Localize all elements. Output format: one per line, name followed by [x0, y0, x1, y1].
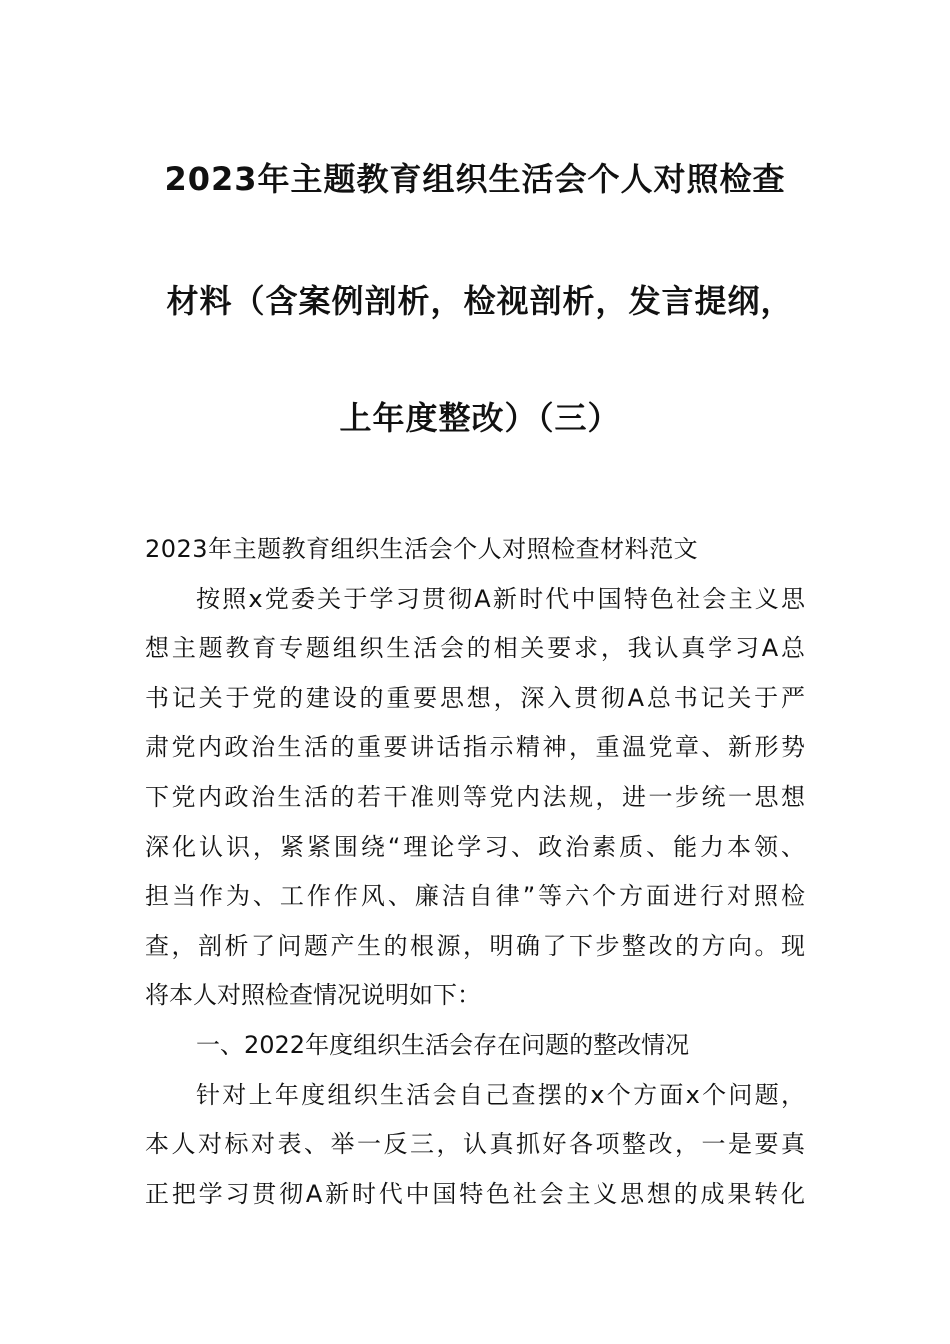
paragraph-1-line: 将本人对照检查情况说明如下：: [145, 981, 481, 1009]
paragraph-1-line: 书记关于党的建设的重要思想，深入贯彻A总书记关于严: [145, 684, 805, 712]
document-title-line-3: 上年度整改）（三）: [339, 399, 621, 437]
paragraph-1-line: 查，剖析了问题产生的根源，明确了下步整改的方向。现: [145, 932, 805, 960]
paragraph-1-line: 担当作为、工作作风、廉洁自律”等六个方面进行对照检: [145, 882, 805, 910]
paragraph-1-line: 按照x党委关于学习贯彻A新时代中国特色社会主义思: [196, 585, 805, 613]
paragraph-2-line: 正把学习贯彻A新时代中国特色社会主义思想的成果转化: [145, 1180, 805, 1208]
paragraph-2-line: 本人对标对表、举一反三，认真抓好各项整改，一是要真: [145, 1130, 805, 1158]
section-1-heading: 一、2022年度组织生活会存在问题的整改情况: [196, 1031, 690, 1059]
paragraph-1-line: 肃党内政治生活的重要讲话指示精神，重温党章、新形势: [145, 733, 805, 761]
document-subtitle: 2023年主题教育组织生活会个人对照检查材料范文: [145, 535, 699, 563]
paragraph-1-line: 想主题教育专题组织生活会的相关要求，我认真学习A总: [145, 634, 805, 662]
document-title-line-1: 2023年主题教育组织生活会个人对照检查: [164, 160, 786, 198]
document-title-line-2: 材料（含案例剖析，检视剖析，发言提纲，: [166, 282, 794, 320]
paragraph-2-line: 针对上年度组织生活会自己查摆的x个方面x个问题，: [196, 1081, 805, 1109]
paragraph-1-line: 深化认识，紧紧围绕“理论学习、政治素质、能力本领、: [145, 833, 805, 861]
paragraph-1-line: 下党内政治生活的若干准则等党内法规，进一步统一思想: [145, 783, 805, 811]
